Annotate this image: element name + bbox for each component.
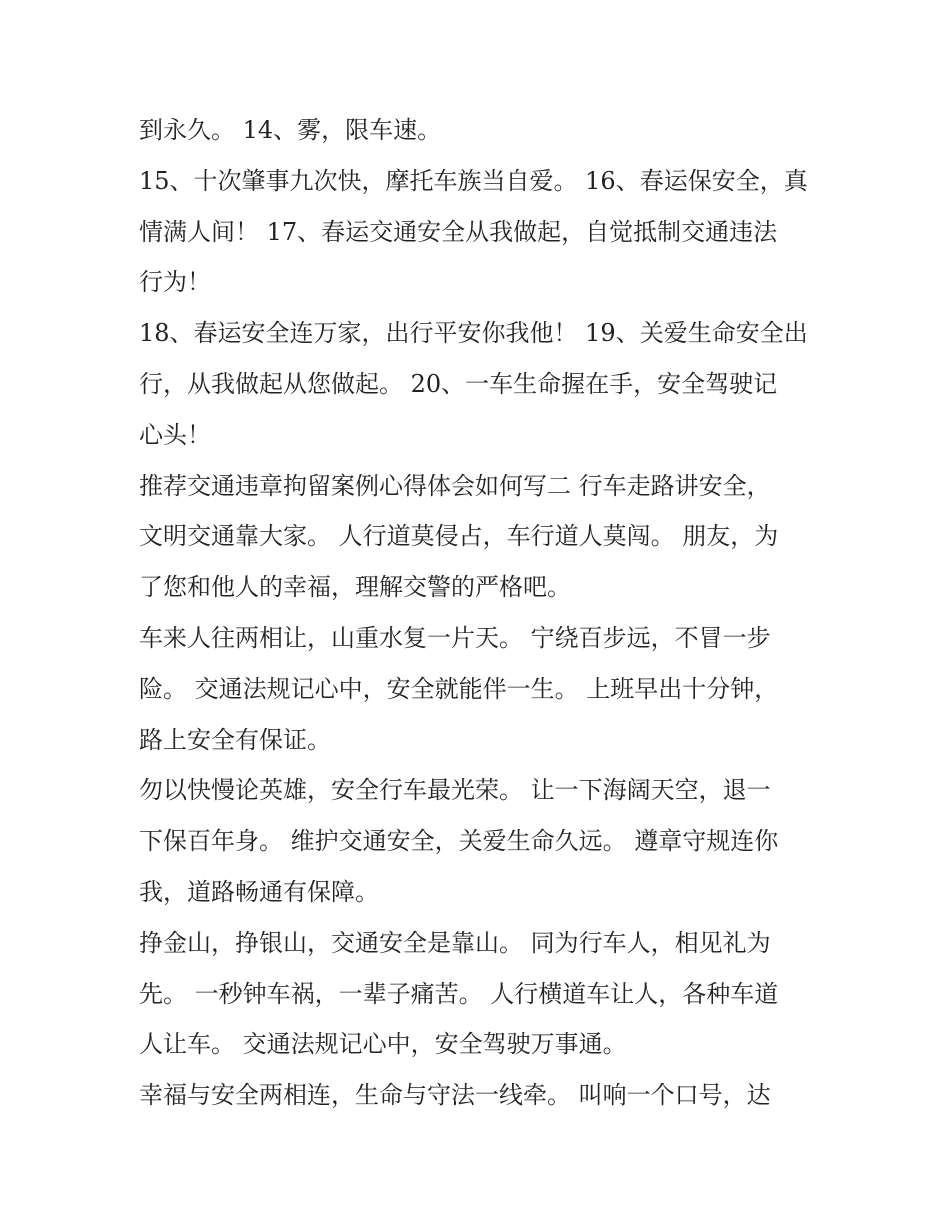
text-line: 行为！: [139, 268, 211, 297]
text-line: 人让车。 交通法规记心中，安全驾驶万事通。: [139, 1030, 627, 1059]
text-line: 文明交通靠大家。 人行道莫侵占，车行道人莫闯。 朋友，为: [139, 522, 779, 551]
text-line: 心头！: [139, 420, 211, 449]
text-line: 到永久。 14、雾，限车速。: [139, 116, 442, 144]
text-line: 了您和他人的幸福，理解交警的严格吧。: [139, 573, 571, 602]
document-body: [139, 105, 819, 1121]
text-line: 幸福与安全两相连，生命与守法一线牵。 叫响一个口号，达: [139, 1081, 771, 1110]
text-line: 情满人间！ 17、春运交通安全从我做起，自觉抵制交通违法: [139, 217, 778, 246]
text-line: 车来人往两相让，山重水复一片天。 宁绕百步远，不冒一步: [139, 623, 771, 652]
text-line: 行，从我做起从您做起。 20、一车生命握在手，安全驾驶记: [139, 369, 778, 398]
text-line: 勿以快慢论英雄，安全行车最光荣。 让一下海阔天空，退一: [139, 776, 771, 805]
text-line: 挣金山，挣银山，交通安全是靠山。 同为行车人，相见礼为: [139, 928, 771, 957]
text-line: 下保百年身。 维护交通安全，关爱生命久远。 遵章守规连你: [139, 827, 779, 856]
text-line: 路上安全有保证。: [139, 725, 331, 754]
text-line: 18、春运安全连万家，出行平安你我他！ 19、关爱生命安全出: [139, 319, 808, 348]
text-line: 我，道路畅通有保障。: [139, 877, 379, 906]
text-line: 险。 交通法规记心中，安全就能伴一生。 上班早出十分钟，: [139, 674, 779, 703]
text-line: 推荐交通违章拘留案例心得体会如何写二 行车走路讲安全，: [139, 471, 771, 500]
text-line: 先。 一秒钟车祸，一辈子痛苦。 人行横道车让人，各种车道: [139, 979, 779, 1008]
text-line: 15、十次肇事九次快，摩托车族当自爱。 16、春运保安全，真: [139, 166, 808, 195]
